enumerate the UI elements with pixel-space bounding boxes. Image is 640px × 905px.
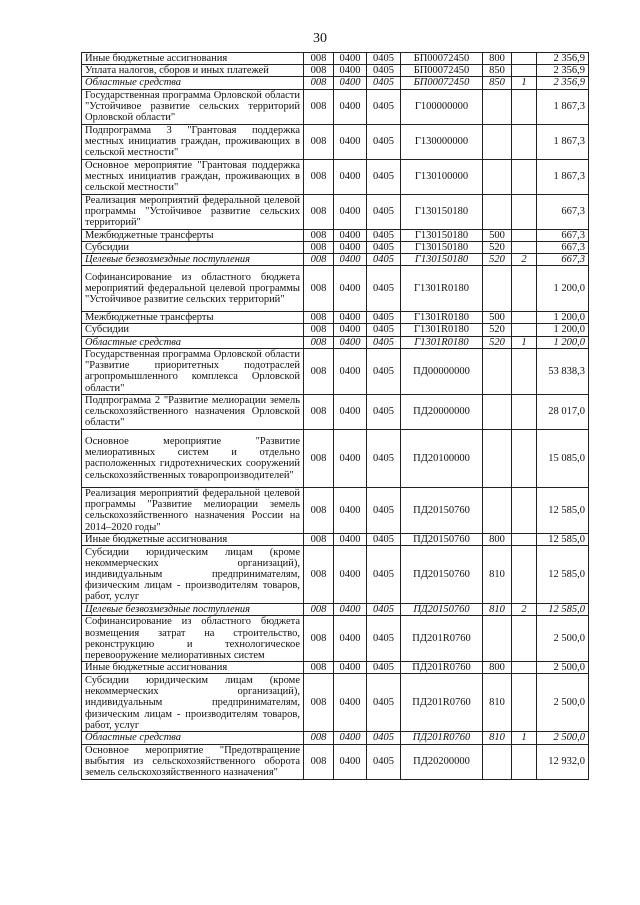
row-target-article: ПД20000000 <box>401 394 483 429</box>
row-section: 0400 <box>334 254 367 266</box>
row-source: 2 <box>512 254 537 266</box>
row-amount: 667,3 <box>537 241 589 253</box>
row-target-article: ПД20150760 <box>401 533 483 545</box>
row-subsection: 0405 <box>367 77 401 89</box>
row-name: Основное мероприятие "Развитие мелиоративных систем и отдельно расположенных гидротехнических сооружений сельскохозяйственных товаропроизводителей" <box>82 429 304 487</box>
row-subsection: 0405 <box>367 159 401 194</box>
row-name: Межбюджетные трансферты <box>82 229 304 241</box>
row-section: 0400 <box>334 77 367 89</box>
table-row <box>82 124 589 159</box>
row-subsection: 0405 <box>367 674 401 732</box>
table-row <box>82 159 589 194</box>
row-source <box>512 348 537 394</box>
row-subsection: 0405 <box>367 194 401 229</box>
row-grbs: 008 <box>304 124 334 159</box>
row-name: Подпрограмма 3 "Грантовая поддержка местных инициатив граждан, проживающих в сельской местности" <box>82 124 304 159</box>
row-name: Государственная программа Орловской области "Устойчивое развитие сельских территорий Орловской области" <box>82 89 304 124</box>
table-row <box>82 604 589 616</box>
row-source: 1 <box>512 732 537 744</box>
row-name: Областные средства <box>82 732 304 744</box>
row-target-article: Г130150180 <box>401 194 483 229</box>
row-amount: 12 585,0 <box>537 604 589 616</box>
row-section: 0400 <box>334 124 367 159</box>
row-section: 0400 <box>334 159 367 194</box>
row-amount: 667,3 <box>537 254 589 266</box>
row-expense-type <box>483 348 512 394</box>
row-section: 0400 <box>334 487 367 533</box>
row-subsection: 0405 <box>367 394 401 429</box>
row-target-article: ПД20150760 <box>401 487 483 533</box>
row-grbs: 008 <box>304 53 334 65</box>
row-amount: 12 932,0 <box>537 744 589 779</box>
row-amount: 2 500,0 <box>537 616 589 662</box>
row-section: 0400 <box>334 546 367 604</box>
row-target-article: ПД201R0760 <box>401 732 483 744</box>
row-expense-type: 500 <box>483 229 512 241</box>
row-subsection: 0405 <box>367 324 401 336</box>
table-row <box>82 254 589 266</box>
row-name: Субсидии <box>82 241 304 253</box>
table-row <box>82 53 589 65</box>
row-expense-type: 520 <box>483 324 512 336</box>
row-grbs: 008 <box>304 674 334 732</box>
row-target-article: Г130100000 <box>401 159 483 194</box>
row-target-article: ПД20100000 <box>401 429 483 487</box>
row-amount: 28 017,0 <box>537 394 589 429</box>
row-target-article: ПД201R0760 <box>401 616 483 662</box>
row-grbs: 008 <box>304 241 334 253</box>
table-row <box>82 744 589 779</box>
row-grbs: 008 <box>304 429 334 487</box>
row-amount: 1 200,0 <box>537 312 589 324</box>
row-subsection: 0405 <box>367 744 401 779</box>
row-subsection: 0405 <box>367 546 401 604</box>
row-expense-type <box>483 616 512 662</box>
row-target-article: Г130150180 <box>401 229 483 241</box>
row-source <box>512 241 537 253</box>
row-section: 0400 <box>334 429 367 487</box>
row-section: 0400 <box>334 744 367 779</box>
row-section: 0400 <box>334 616 367 662</box>
budget-table-body <box>82 53 589 780</box>
row-subsection: 0405 <box>367 229 401 241</box>
row-amount: 12 585,0 <box>537 533 589 545</box>
row-expense-type <box>483 194 512 229</box>
row-expense-type <box>483 744 512 779</box>
row-source <box>512 159 537 194</box>
table-row <box>82 65 589 77</box>
row-name: Иные бюджетные ассигнования <box>82 53 304 65</box>
row-grbs: 008 <box>304 348 334 394</box>
row-source <box>512 124 537 159</box>
row-source <box>512 533 537 545</box>
table-row <box>82 77 589 89</box>
table-row <box>82 533 589 545</box>
row-section: 0400 <box>334 604 367 616</box>
row-target-article: Г130000000 <box>401 124 483 159</box>
row-target-article: ПД20200000 <box>401 744 483 779</box>
row-name: Подпрограмма 2 "Развитие мелиорации земель сельскохозяйственного назначения Орловской области" <box>82 394 304 429</box>
row-name: Иные бюджетные ассигнования <box>82 533 304 545</box>
table-row <box>82 241 589 253</box>
row-amount: 1 200,0 <box>537 324 589 336</box>
row-source <box>512 546 537 604</box>
row-target-article: Г1301R0180 <box>401 266 483 312</box>
row-source <box>512 674 537 732</box>
row-amount: 667,3 <box>537 194 589 229</box>
row-source <box>512 616 537 662</box>
row-target-article: ПД201R0760 <box>401 674 483 732</box>
row-expense-type: 520 <box>483 241 512 253</box>
row-expense-type: 520 <box>483 254 512 266</box>
row-section: 0400 <box>334 662 367 674</box>
row-name: Областные средства <box>82 77 304 89</box>
row-section: 0400 <box>334 266 367 312</box>
row-name: Софинансирование из областного бюджета возмещения затрат на строительство, реконструкцию и технологическое перевооружение мелиоративных систем <box>82 616 304 662</box>
row-section: 0400 <box>334 229 367 241</box>
table-row <box>82 487 589 533</box>
row-subsection: 0405 <box>367 336 401 348</box>
row-target-article: Г1301R0180 <box>401 336 483 348</box>
row-subsection: 0405 <box>367 732 401 744</box>
row-section: 0400 <box>334 65 367 77</box>
row-grbs: 008 <box>304 744 334 779</box>
row-expense-type: 850 <box>483 77 512 89</box>
row-grbs: 008 <box>304 533 334 545</box>
row-grbs: 008 <box>304 89 334 124</box>
row-name: Софинансирование из областного бюджета мероприятий федеральной целевой программы "Устойчивое развитие сельских территорий" <box>82 266 304 312</box>
budget-table <box>81 52 589 780</box>
row-section: 0400 <box>334 674 367 732</box>
row-name: Целевые безвозмездные поступления <box>82 604 304 616</box>
row-subsection: 0405 <box>367 662 401 674</box>
row-grbs: 008 <box>304 616 334 662</box>
row-amount: 12 585,0 <box>537 546 589 604</box>
row-section: 0400 <box>334 89 367 124</box>
table-row <box>82 312 589 324</box>
table-row <box>82 662 589 674</box>
row-expense-type <box>483 487 512 533</box>
row-grbs: 008 <box>304 662 334 674</box>
row-subsection: 0405 <box>367 429 401 487</box>
row-amount: 1 200,0 <box>537 266 589 312</box>
row-grbs: 008 <box>304 159 334 194</box>
row-amount: 1 200,0 <box>537 336 589 348</box>
row-expense-type <box>483 124 512 159</box>
row-source <box>512 229 537 241</box>
row-section: 0400 <box>334 324 367 336</box>
table-row <box>82 229 589 241</box>
row-amount: 2 356,9 <box>537 65 589 77</box>
row-amount: 2 500,0 <box>537 732 589 744</box>
row-source <box>512 394 537 429</box>
row-amount: 12 585,0 <box>537 487 589 533</box>
row-subsection: 0405 <box>367 65 401 77</box>
row-grbs: 008 <box>304 394 334 429</box>
row-expense-type: 800 <box>483 662 512 674</box>
row-section: 0400 <box>334 348 367 394</box>
row-amount: 15 085,0 <box>537 429 589 487</box>
row-amount: 2 500,0 <box>537 662 589 674</box>
row-name: Реализация мероприятий федеральной целевой программы "Развитие мелиорации земель сельскохозяйственного назначения России на 2014–2020 годы" <box>82 487 304 533</box>
row-amount: 1 867,3 <box>537 89 589 124</box>
row-source <box>512 324 537 336</box>
row-grbs: 008 <box>304 312 334 324</box>
row-section: 0400 <box>334 241 367 253</box>
table-row <box>82 348 589 394</box>
row-grbs: 008 <box>304 77 334 89</box>
row-amount: 2 500,0 <box>537 674 589 732</box>
row-amount: 1 867,3 <box>537 159 589 194</box>
row-section: 0400 <box>334 394 367 429</box>
row-subsection: 0405 <box>367 312 401 324</box>
row-expense-type: 520 <box>483 336 512 348</box>
row-subsection: 0405 <box>367 487 401 533</box>
row-source <box>512 53 537 65</box>
row-source <box>512 312 537 324</box>
row-subsection: 0405 <box>367 254 401 266</box>
table-row <box>82 616 589 662</box>
row-expense-type: 800 <box>483 533 512 545</box>
table-row <box>82 429 589 487</box>
row-subsection: 0405 <box>367 89 401 124</box>
row-section: 0400 <box>334 53 367 65</box>
row-target-article: Г130150180 <box>401 241 483 253</box>
table-row <box>82 732 589 744</box>
row-amount: 2 356,9 <box>537 77 589 89</box>
row-amount: 53 838,3 <box>537 348 589 394</box>
row-name: Межбюджетные трансферты <box>82 312 304 324</box>
row-subsection: 0405 <box>367 266 401 312</box>
table-row <box>82 674 589 732</box>
row-source <box>512 266 537 312</box>
row-section: 0400 <box>334 732 367 744</box>
row-source <box>512 89 537 124</box>
row-expense-type: 810 <box>483 732 512 744</box>
row-grbs: 008 <box>304 324 334 336</box>
row-grbs: 008 <box>304 194 334 229</box>
table-row <box>82 324 589 336</box>
row-target-article: Г100000000 <box>401 89 483 124</box>
row-grbs: 008 <box>304 336 334 348</box>
row-source <box>512 65 537 77</box>
row-subsection: 0405 <box>367 124 401 159</box>
row-source <box>512 744 537 779</box>
row-amount: 2 356,9 <box>537 53 589 65</box>
row-section: 0400 <box>334 533 367 545</box>
row-name: Целевые безвозмездные поступления <box>82 254 304 266</box>
row-section: 0400 <box>334 312 367 324</box>
row-subsection: 0405 <box>367 241 401 253</box>
table-row <box>82 266 589 312</box>
row-expense-type <box>483 429 512 487</box>
row-target-article: БП00072450 <box>401 65 483 77</box>
row-name: Реализация мероприятий федеральной целевой программы "Устойчивое развитие сельских территорий" <box>82 194 304 229</box>
row-expense-type: 810 <box>483 674 512 732</box>
row-source <box>512 429 537 487</box>
row-name: Основное мероприятие "Предотвращение выбытия из сельскохозяйственного оборота земель сельскохозяйственного назначения" <box>82 744 304 779</box>
row-grbs: 008 <box>304 254 334 266</box>
row-grbs: 008 <box>304 604 334 616</box>
row-source <box>512 487 537 533</box>
row-section: 0400 <box>334 336 367 348</box>
row-grbs: 008 <box>304 546 334 604</box>
row-expense-type <box>483 159 512 194</box>
row-name: Областные средства <box>82 336 304 348</box>
row-source: 1 <box>512 77 537 89</box>
row-expense-type <box>483 394 512 429</box>
table-row <box>82 546 589 604</box>
row-target-article: БП00072450 <box>401 77 483 89</box>
row-grbs: 008 <box>304 65 334 77</box>
row-name: Иные бюджетные ассигнования <box>82 662 304 674</box>
row-expense-type: 810 <box>483 604 512 616</box>
row-amount: 667,3 <box>537 229 589 241</box>
row-grbs: 008 <box>304 732 334 744</box>
table-row <box>82 394 589 429</box>
row-name: Субсидии <box>82 324 304 336</box>
row-name: Субсидии юридическим лицам (кроме некоммерческих организаций), индивидуальным предпринимателям, физическим лицам - производителям товаров, работ, услуг <box>82 546 304 604</box>
row-grbs: 008 <box>304 266 334 312</box>
row-expense-type <box>483 266 512 312</box>
row-source: 2 <box>512 604 537 616</box>
table-row <box>82 194 589 229</box>
row-expense-type: 800 <box>483 53 512 65</box>
row-target-article: Г130150180 <box>401 254 483 266</box>
row-grbs: 008 <box>304 487 334 533</box>
row-section: 0400 <box>334 194 367 229</box>
row-target-article: ПД20150760 <box>401 604 483 616</box>
row-expense-type: 810 <box>483 546 512 604</box>
row-subsection: 0405 <box>367 348 401 394</box>
row-subsection: 0405 <box>367 604 401 616</box>
table-row <box>82 336 589 348</box>
row-target-article: ПД201R0760 <box>401 662 483 674</box>
row-expense-type: 500 <box>483 312 512 324</box>
row-subsection: 0405 <box>367 616 401 662</box>
row-source <box>512 194 537 229</box>
row-expense-type <box>483 89 512 124</box>
row-name: Основное мероприятие "Грантовая поддержка местных инициатив граждан, проживающих в сельской местности" <box>82 159 304 194</box>
row-name: Субсидии юридическим лицам (кроме некоммерческих организаций), индивидуальным предпринимателям, физическим лицам - производителям товаров, работ, услуг <box>82 674 304 732</box>
row-expense-type: 850 <box>483 65 512 77</box>
row-target-article: Г1301R0180 <box>401 324 483 336</box>
row-target-article: БП00072450 <box>401 53 483 65</box>
row-subsection: 0405 <box>367 53 401 65</box>
row-name: Государственная программа Орловской области "Развитие приоритетных подотраслей агропромышленного комплекса Орловской области" <box>82 348 304 394</box>
row-target-article: ПД20150760 <box>401 546 483 604</box>
row-source <box>512 662 537 674</box>
row-source: 1 <box>512 336 537 348</box>
row-amount: 1 867,3 <box>537 124 589 159</box>
row-name: Уплата налогов, сборов и иных платежей <box>82 65 304 77</box>
row-target-article: ПД00000000 <box>401 348 483 394</box>
row-subsection: 0405 <box>367 533 401 545</box>
row-grbs: 008 <box>304 229 334 241</box>
page-number: 30 <box>313 31 327 46</box>
table-row <box>82 89 589 124</box>
row-target-article: Г1301R0180 <box>401 312 483 324</box>
